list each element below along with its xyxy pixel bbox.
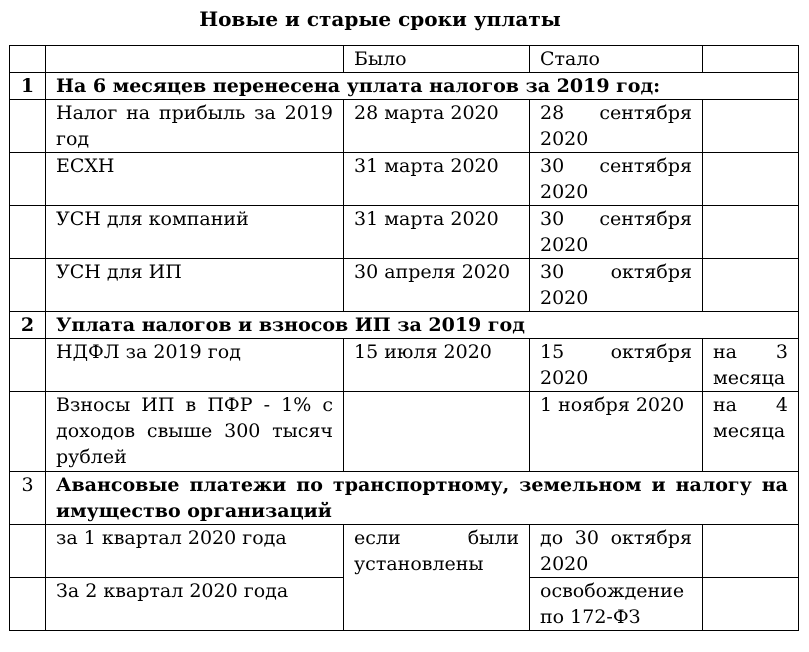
note-cell: на 3 месяца — [703, 339, 799, 392]
note-cell — [703, 525, 799, 578]
section-title: Уплата налогов и взносов ИП за 2019 год — [46, 312, 799, 339]
table-row — [10, 153, 799, 206]
section-title: Авансовые платежи по транспортному, земельном и налогу на имущество организаций — [46, 472, 799, 525]
table-row — [10, 259, 799, 312]
tax-name-cell: за 1 квартал 2020 года — [46, 525, 344, 578]
old-date-cell: если были установлены — [344, 525, 530, 631]
tax-name-cell: УСН для компаний — [46, 206, 344, 259]
page-title: Новые и старые сроки уплаты — [199, 7, 561, 31]
table-row — [10, 525, 799, 578]
note-cell — [703, 206, 799, 259]
table-row — [10, 100, 799, 153]
deadline-table — [9, 45, 799, 631]
header-name-cell — [46, 46, 344, 73]
section-title: На 6 месяцев перенесена уплата налогов за 2019 год: — [46, 73, 799, 100]
section-number: 1 — [10, 73, 46, 100]
old-date-cell — [344, 392, 530, 472]
new-date-cell: 28 сентября 2020 — [530, 100, 703, 153]
tax-name-cell: Налог на прибыль за 2019 год — [46, 100, 344, 153]
header-was-cell: Было — [344, 46, 530, 73]
new-date-cell: до 30 октября 2020 — [530, 525, 703, 578]
section-number: 2 — [10, 312, 46, 339]
note-cell — [703, 153, 799, 206]
old-date-cell: 31 марта 2020 — [344, 206, 530, 259]
section-number: 3 — [10, 472, 46, 525]
new-date-cell: 15 октября 2020 — [530, 339, 703, 392]
table-row — [10, 339, 799, 392]
tax-name-cell: ЕСХН — [46, 153, 344, 206]
note-cell — [703, 100, 799, 153]
tax-name-cell: УСН для ИП — [46, 259, 344, 312]
old-date-cell: 31 марта 2020 — [344, 153, 530, 206]
section-row — [10, 312, 799, 339]
note-cell: на 4 месяца — [703, 392, 799, 472]
new-date-cell: 1 ноября 2020 — [530, 392, 703, 472]
table-row — [10, 392, 799, 472]
note-cell — [703, 578, 799, 631]
table-row — [10, 206, 799, 259]
old-date-cell: 15 июля 2020 — [344, 339, 530, 392]
tax-name-cell: Взносы ИП в ПФР - 1% с доходов свыше 300 тысяч рублей — [46, 392, 344, 472]
old-date-cell: 28 марта 2020 — [344, 100, 530, 153]
new-date-cell: освобождение по 172-ФЗ — [530, 578, 703, 631]
table-header-row — [10, 46, 799, 73]
tax-name-cell: НДФЛ за 2019 год — [46, 339, 344, 392]
new-date-cell: 30 сентября 2020 — [530, 153, 703, 206]
old-date-cell: 30 апреля 2020 — [344, 259, 530, 312]
section-row — [10, 73, 799, 100]
new-date-cell: 30 сентября 2020 — [530, 206, 703, 259]
section-row — [10, 472, 799, 525]
tax-name-cell: За 2 квартал 2020 года — [46, 578, 344, 631]
header-num-cell — [10, 46, 46, 73]
new-date-cell: 30 октября 2020 — [530, 259, 703, 312]
header-note-cell — [703, 46, 799, 73]
note-cell — [703, 259, 799, 312]
header-became-cell: Стало — [530, 46, 703, 73]
